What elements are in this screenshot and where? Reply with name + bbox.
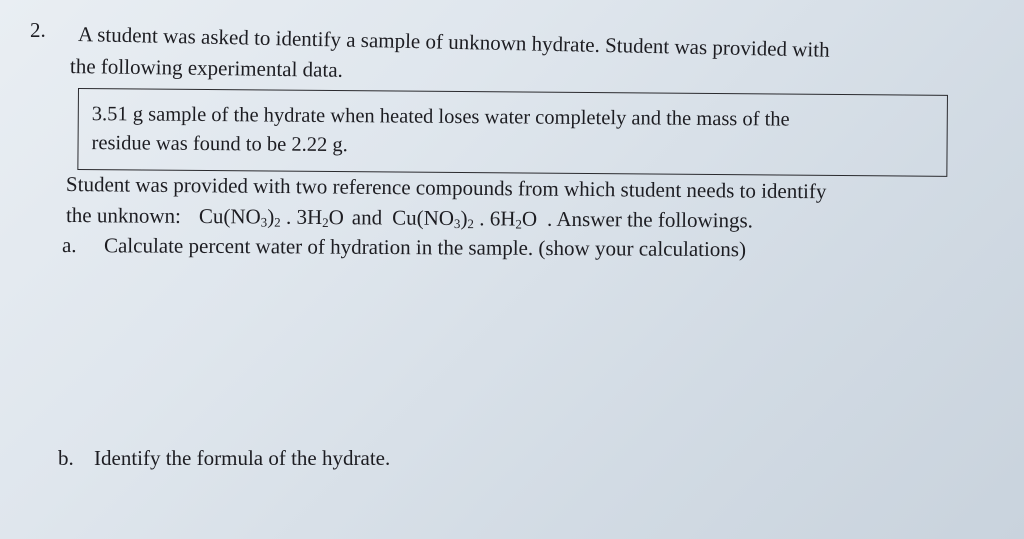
question-intro-line-2: the following experimental data. xyxy=(69,54,344,82)
part-b xyxy=(58,446,390,470)
question-number: 2. xyxy=(30,18,46,42)
reference-line-2 xyxy=(66,203,753,232)
part-a-text: Calculate percent water of hydration in the sample. (show your calculations) xyxy=(103,233,747,262)
experimental-data-box xyxy=(77,88,948,177)
question-intro-line-1: A student was asked to identify a sample of unknown hydrate. Student was provided with xyxy=(77,22,830,62)
reference-compound-2: $Cu(NO_3)_2$ . $6H_2O$ xyxy=(392,205,538,232)
part-b-label: b. xyxy=(58,446,74,470)
part-a-label: a. xyxy=(61,233,77,258)
reference-line-1: Student was provided with two reference compounds from which student needs to identify xyxy=(65,172,827,204)
data-box-line-2: residue was found to be 2.22 g. xyxy=(91,132,348,157)
part-b-text: Identify the formula of the hydrate. xyxy=(94,446,391,470)
reference-conjunction: and xyxy=(351,205,383,230)
data-box-line-1: 3.51 g sample of the hydrate when heated loses water completely and the mass of the xyxy=(91,103,790,131)
reference-suffix: . Answer the followings. xyxy=(547,206,754,233)
reference-compound-1: $Cu(NO_3)_2$ . $3H_2O$ xyxy=(198,204,344,231)
reference-prefix: the unknown: xyxy=(65,203,181,228)
part-a xyxy=(62,233,746,261)
